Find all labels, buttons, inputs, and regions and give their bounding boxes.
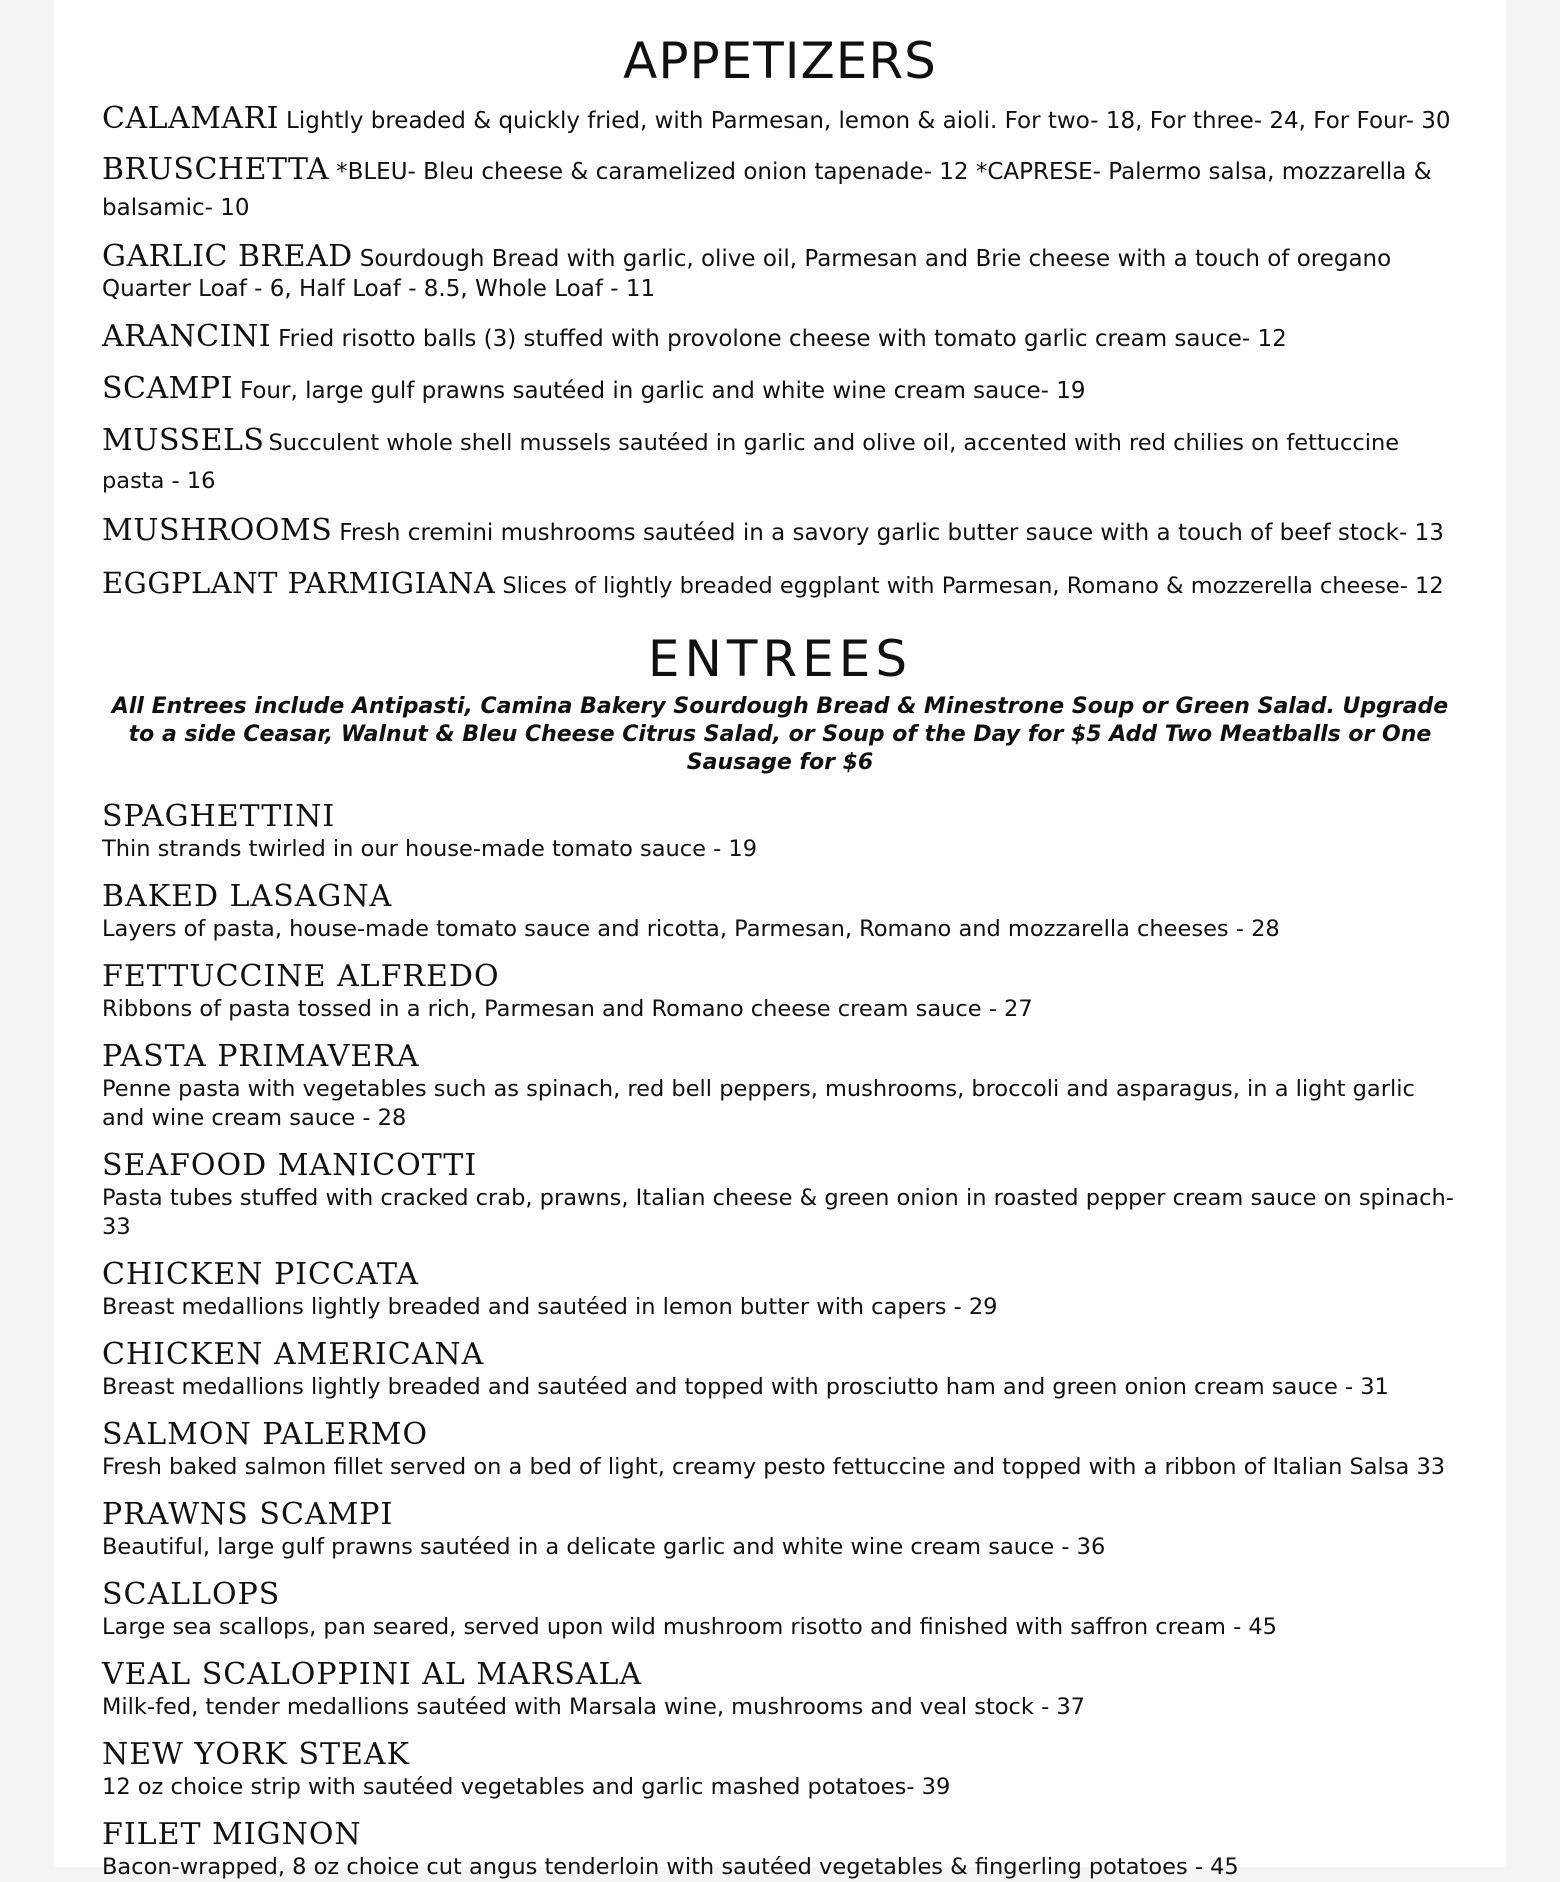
item-description: Ribbons of pasta tossed in a rich, Parmesan and Romano cheese cream sauce - 27 (102, 996, 1033, 1022)
item-description: Beautiful, large gulf prawns sautéed in a delicate garlic and white wine cream sauce - 36 (102, 1534, 1106, 1560)
menu-item-prawns-scampi (102, 1497, 1458, 1562)
item-description: Slices of lightly breaded eggplant with Parmesan, Romano & mozzerella cheese- 12 (502, 573, 1444, 599)
item-description: Layers of pasta, house-made tomato sauce and ricotta, Parmesan, Romano and mozzarella cheeses - 28 (102, 916, 1280, 942)
menu-item-eggplant-parmigiana (102, 564, 1458, 605)
item-description: Succulent whole shell mussels sautéed in garlic and olive oil, accented with red chilies on fettuccine pasta - 16 (102, 430, 1400, 494)
entrees-title: ENTREES (647, 630, 913, 688)
item-description: Bacon-wrapped, 8 oz choice cut angus tenderloin with sautéed vegetables & fingerling potatoes - 45 (102, 1854, 1239, 1880)
item-description: Sourdough Bread with garlic, olive oil, Parmesan and Brie cheese with a touch of oregano (359, 246, 1392, 272)
item-name: ARANCINI (102, 319, 272, 354)
item-name: CALAMARI (102, 101, 280, 136)
item-description: Four, large gulf prawns sautéed in garlic and white wine cream sauce- 19 (239, 378, 1086, 404)
item-name: PASTA PRIMAVERA (102, 1039, 420, 1074)
item-description: Breast medallions lightly breaded and sautéed and topped with prosciutto ham and green onion cream sauce - 31 (102, 1374, 1389, 1400)
menu-item-mussels (102, 422, 1458, 500)
menu-item-calamari (102, 100, 1458, 140)
item-description: Fresh baked salmon fillet served on a bed of light, creamy pesto fettuccine and topped with a ribbon of Italian Salsa 33 (102, 1454, 1446, 1480)
item-name: EGGPLANT PARMIGIANA (102, 566, 496, 600)
menu-item-arancini (102, 318, 1458, 358)
menu-item-scampi (102, 370, 1458, 410)
menu-item-seafood-manicotti (102, 1148, 1458, 1242)
item-name: VEAL SCALOPPINI AL MARSALA (102, 1657, 643, 1692)
item-name: SCALLOPS (102, 1577, 281, 1612)
menu-item-spaghettini (102, 799, 1458, 864)
item-name: CHICKEN AMERICANA (102, 1337, 485, 1372)
item-name: FILET MIGNON (102, 1817, 362, 1852)
item-name: MUSSELS (102, 423, 265, 458)
item-name: GARLIC BREAD (102, 239, 353, 274)
menu-item-baked-lasagna (102, 879, 1458, 944)
item-description: Large sea scallops, pan seared, served upon wild mushroom risotto and finished with saffron cream - 45 (102, 1614, 1277, 1640)
item-description: Milk-fed, tender medallions sautéed with Marsala wine, mushrooms and veal stock - 37 (102, 1694, 1086, 1720)
item-description: Breast medallions lightly breaded and sautéed in lemon butter with capers - 29 (102, 1294, 998, 1320)
menu-item-chicken-americana (102, 1337, 1458, 1402)
item-name: NEW YORK STEAK (102, 1737, 410, 1772)
item-name: BRUSCHETTA (102, 152, 330, 187)
menu-item-mushrooms (102, 512, 1458, 552)
appetizers-list (102, 100, 1458, 605)
entrees-note: All Entrees include Antipasti, Camina Bakery Sourdough Bread & Minestrone Soup or Green Salad. Upgrade to a side Ceasar, Walnut & Bleu Cheese Citrus Salad, or Soup of the Day for $5 Add Two Meatballs or One Sausage for $6 (111, 694, 1449, 775)
item-name: MUSHROOMS (102, 513, 333, 548)
item-description-prices: Quarter Loaf - 6, Half Loaf - 8.5, Whole Loaf - 11 (102, 276, 656, 302)
menu-item-salmon-palermo (102, 1417, 1458, 1482)
menu-item-new-york-steak (102, 1737, 1458, 1802)
menu-item-veal-scaloppini (102, 1657, 1458, 1722)
item-name: PRAWNS SCAMPI (102, 1497, 394, 1532)
menu-page (54, 0, 1506, 1880)
menu-item-pasta-primavera (102, 1039, 1458, 1133)
item-description: Penne pasta with vegetables such as spinach, red bell peppers, mushrooms, broccoli and asparagus, in a light garlic and wine cream sauce - 28 (102, 1076, 1415, 1131)
item-name: FETTUCCINE ALFREDO (102, 959, 500, 994)
item-name: SCAMPI (102, 371, 233, 406)
menu-item-filet-mignon (102, 1817, 1458, 1882)
item-name: CHICKEN PICCATA (102, 1257, 420, 1292)
menu-item-scallops (102, 1577, 1458, 1642)
menu-item-fettuccine-alfredo (102, 959, 1458, 1024)
menu-item-bruschetta (102, 152, 1458, 226)
menu-item-chicken-piccata (102, 1257, 1458, 1322)
item-description: 12 oz choice strip with sautéed vegetables and garlic mashed potatoes- 39 (102, 1774, 951, 1800)
item-name: SEAFOOD MANICOTTI (102, 1148, 478, 1183)
item-description: Fried risotto balls (3) stuffed with provolone cheese with tomato garlic cream sauce- 12 (278, 326, 1287, 352)
menu-item-garlic-bread (102, 238, 1458, 306)
item-name: BAKED LASAGNA (102, 879, 393, 914)
item-description: Pasta tubes stuffed with cracked crab, prawns, Italian cheese & green onion in roasted pepper cream sauce on spinach- 33 (102, 1185, 1454, 1240)
item-description: Thin strands twirled in our house-made tomato sauce - 19 (102, 836, 758, 862)
item-description: Fresh cremini mushrooms sautéed in a savory garlic butter sauce with a touch of beef stock- 13 (339, 520, 1444, 546)
appetizers-title: APPETIZERS (623, 32, 937, 90)
entrees-list (102, 799, 1458, 1882)
item-name: SPAGHETTINI (102, 799, 336, 834)
item-description: Lightly breaded & quickly fried, with Parmesan, lemon & aioli. For two- 18, For three- 24, For Four- 30 (286, 108, 1451, 134)
item-name: SALMON PALERMO (102, 1417, 429, 1452)
item-description: *BLEU- Bleu cheese & caramelized onion tapenade- 12 *CAPRESE- Palermo salsa, mozzarella & balsamic- 10 (102, 159, 1432, 221)
